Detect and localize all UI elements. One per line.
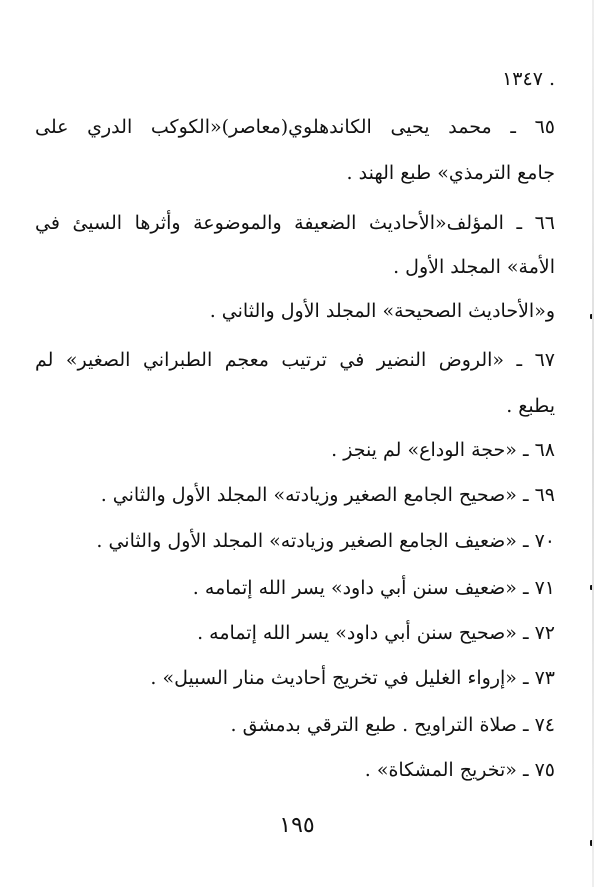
page-number: ١٩٥ xyxy=(279,813,315,838)
text-line: يطبع . xyxy=(506,395,555,417)
text-line: جامع الترمذي» طبع الهند . xyxy=(346,162,555,184)
text-line: ٦٧ ـ «الروض النضير في ترتيب معجم الطبراني الصغير» لم xyxy=(35,349,555,371)
text-line: ٧١ ـ «ضعيف سنن أبي داود» يسر الله إتمامه . xyxy=(192,577,555,599)
text-line: الأمة» المجلد الأول . xyxy=(393,256,555,278)
text-line: ٦٨ ـ «حجة الوداع» لم ينجز . xyxy=(331,439,555,461)
text-line: ٧٣ ـ «إرواء الغليل في تخريج أحاديث منار السبيل» . xyxy=(150,667,555,689)
text-line: ٧٤ ـ صلاة التراويح . طبع الترقي بدمشق . xyxy=(230,714,555,736)
text-line: ٧٢ ـ «صحيح سنن أبي داود» يسر الله إتمامه . xyxy=(197,622,555,644)
text-line: و«الأحاديث الصحيحة» المجلد الأول والثاني . xyxy=(209,300,555,322)
text-line: ٦٥ ـ محمد يحيى الكاندهلوي(معاصر)«الكوكب الدري على xyxy=(35,116,555,138)
text-line: ٦٦ ـ المؤلف«الأحاديث الضعيفة والموضوعة وأثرها السيئ في xyxy=(35,212,555,234)
text-line: ١٣٤٧ . xyxy=(502,68,555,90)
text-line: ٦٩ ـ «صحيح الجامع الصغير وزيادته» المجلد الأول والثاني . xyxy=(100,484,555,506)
text-line: ٧٥ ـ «تخريج المشكاة» . xyxy=(364,759,555,781)
text-line: ٧٠ ـ «ضعيف الجامع الصغير وزيادته» المجلد الأول والثاني . xyxy=(96,530,555,552)
